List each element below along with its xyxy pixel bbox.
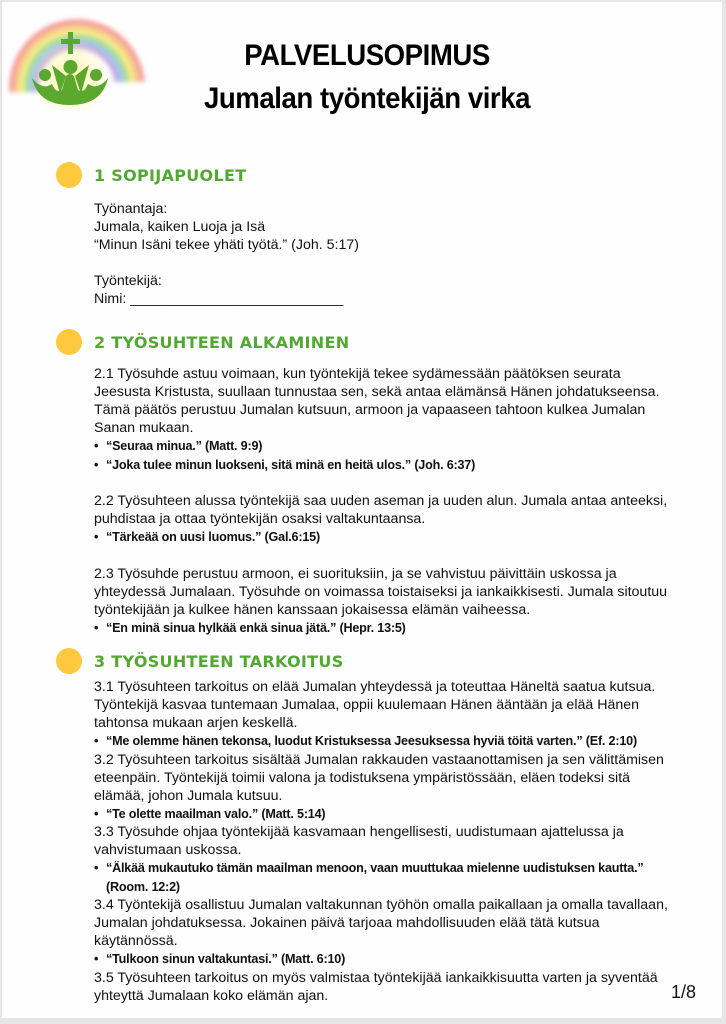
section-3-heading (56, 646, 344, 676)
yellow-dot-icon (56, 329, 82, 355)
employer-quote: “Minun Isäni tekee yhäti työtä.” (Joh. 5:17) (94, 237, 359, 253)
section-title: 3 TYÖSUHTEEN TARKOITUS (94, 651, 344, 671)
section-title: 2 TYÖSUHTEEN ALKAMINEN (94, 332, 350, 352)
page-number: 1/8 (670, 982, 696, 1002)
bible-quote: • “Tärkeää on uusi luomus.” (Gal.6:15) (94, 530, 320, 544)
employee-name-field[interactable]: Nimi: ___________________________ (94, 291, 344, 307)
clause-3-3: 3.3 Työsuhde ohjaa työntekijää kasvamaan hengellisesti, uudistumaan ajattelussa ja vahvistumaan uskossa. (94, 824, 624, 858)
employee-label: Työntekijä: (94, 273, 162, 289)
section-2-heading (56, 327, 349, 357)
section-2-body (94, 365, 674, 637)
clause-2-2: 2.2 Työsuhteen alussa työntekijä saa uuden aseman ja uuden alun. Jumala antaa anteeksi, puhdistaa ja ottaa työntekijän osaksi valtakuntaansa. (94, 493, 668, 527)
rainbow-cross-people-logo-icon (4, 10, 154, 110)
clause-2-1: 2.1 Työsuhde astuu voimaan, kun työntekijä tekee sydämessään päätöksen seurata Jeesusta Kristusta, suullaan tunnustaa sen, sekä antaa elämänsä Hänen johdatukseensa. Tämä päätös perustuu Jumalan kutsuun, armoon ja vapaaseen tahtoon kulkea Jumalan Sanan mukaan. (94, 366, 660, 436)
bible-quote: • “En minä sinua hylkää enkä sinua jätä.” (Hepr. 13:5) (94, 620, 406, 635)
section-1-heading (56, 160, 246, 190)
clause-3-2: 3.2 Työsuhteen tarkoitus sisältää Jumalan rakkauden vastaanottamisen ja sen välittämisen eteenpäin. Työntekijä toimii valona ja todistuksena ympäristössään, eläen todeksi sitä elämää, johon Jumala kutsuu. (94, 751, 664, 804)
bible-quote: • “Joka tulee minun luokseni, sitä minä en heitä ulos.” (Joh. 6:37) (94, 457, 476, 472)
clause-3-1: 3.1 Työsuhteen tarkoitus on elää Jumalan yhteydessä ja toteuttaa Häneltä saatua kutsua. Työntekijä kasvaa tuntemaan Jumalaa, oppii kuulemaan Hänen ääntään ja elää Hänen tahtonsa mukaan arjen keskellä. (94, 679, 656, 731)
clause-3-4: 3.4 Työntekijä osallistuu Jumalan valtakunnan työhön omalla paikallaan ja omalla tavallaan, Jumalan johdatuksessa. Jokainen päivä tarjoaa mahdollisuuden elää tätä kutsua käytännössä. (94, 897, 668, 949)
bible-quote: • “Älkää mukautuko tämän maailman menoon, vaan muuttukaa mielenne uudistuksen kautta.” (Room. 12:2) (94, 861, 644, 894)
document-title: PALVELUSOPIMUS (244, 39, 490, 72)
employer-name: Jumala, kaiken Luoja ja Isä (94, 219, 266, 235)
section-1-body (94, 200, 674, 308)
yellow-dot-icon (56, 648, 82, 674)
bible-quote: • “Te olette maailman valo.” (Matt. 5:14) (94, 806, 326, 821)
section-3-body (94, 678, 674, 1005)
bible-quote: • “Me olemme hänen tekonsa, luodut Kristuksessa Jeesuksessa hyviä töitä varten.” (Ef. 2:10) (94, 734, 637, 748)
bible-quote: • “Seuraa minua.” (Matt. 9:9) (94, 439, 263, 453)
clause-2-3: 2.3 Työsuhde perustuu armoon, ei suorituksiin, ja se vahvistuu päivittäin uskossa ja yhteydessä Jumalaan. Työsuhde on voimassa toistaiseksi ja iankaikkisesti. Jumala sitoutuu työntekijään ja kulkee hänen kanssaan jokaisessa elämän vaiheessa. (94, 565, 668, 618)
yellow-dot-icon (56, 162, 82, 188)
document-page (2, 2, 722, 1018)
section-title: 1 SOPIJAPUOLET (94, 165, 247, 185)
bible-quote: • “Tulkoon sinun valtakuntasi.” (Matt. 6:10) (94, 952, 346, 966)
document-subtitle: Jumalan työntekijän virka (204, 82, 530, 115)
clause-3-5: 3.5 Työsuhteen tarkoitus on myös valmistaa työntekijää iankaikkisuutta varten ja syventää yhteyttä Jumalaan koko elämän ajan. (94, 969, 658, 1004)
employer-label: Työnantaja: (94, 201, 168, 217)
